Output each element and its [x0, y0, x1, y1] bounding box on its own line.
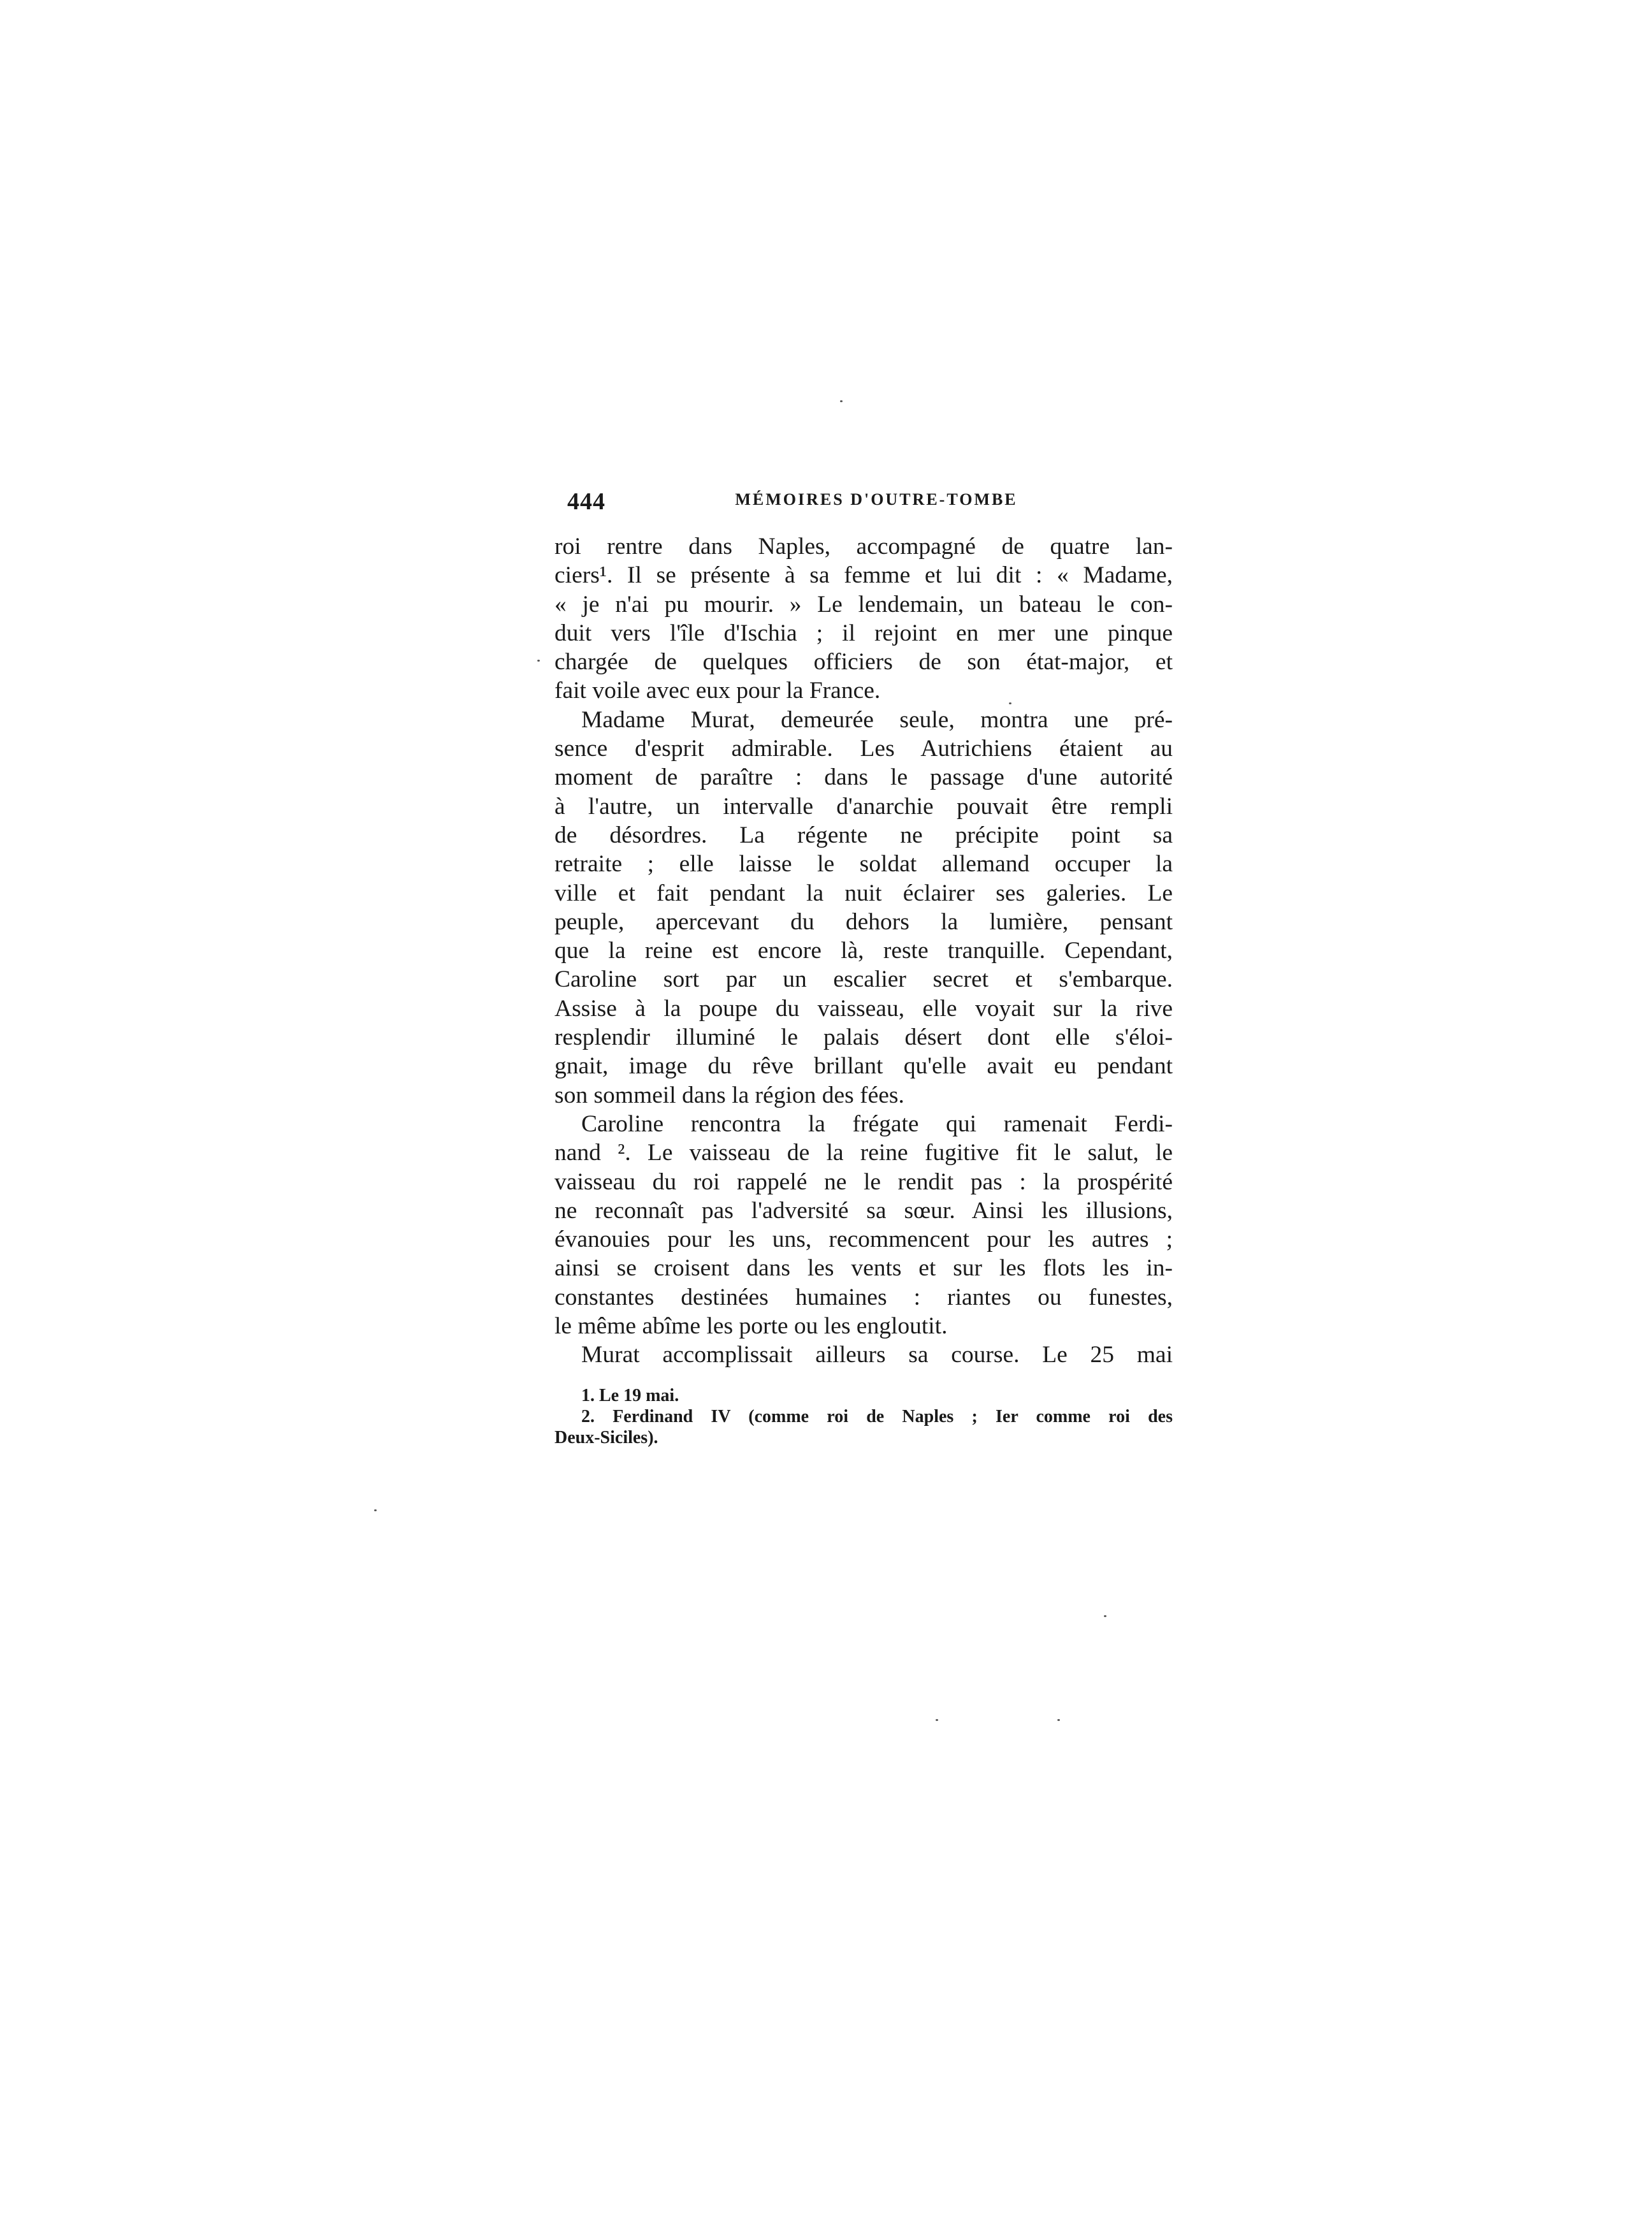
- text-line: Murat accomplissait ailleurs sa course. Le 25 mai: [581, 1342, 1173, 1368]
- text-line: retraite ; elle laisse le soldat allemand occuper la: [554, 851, 1173, 878]
- scan-speck: [1057, 1719, 1060, 1721]
- text-line: son sommeil dans la région des fées.: [554, 1082, 904, 1108]
- text-line: resplendir illuminé le palais désert dont elle s'éloi-: [554, 1024, 1173, 1051]
- text-line: que la reine est encore là, reste tranquille. Cependant,: [554, 938, 1173, 964]
- text-line: Assise à la poupe du vaisseau, elle voyait sur la rive: [554, 995, 1173, 1022]
- text-line: duit vers l'île d'Ischia ; il rejoint en mer une pinque: [554, 620, 1173, 646]
- text-line: moment de paraître : dans le passage d'une autorité: [554, 764, 1173, 791]
- text-line: évanouies pour les uns, recommencent pour les autres ;: [554, 1226, 1173, 1253]
- text-line: « je n'ai pu mourir. » Le lendemain, un bateau le con-: [554, 591, 1173, 618]
- text-line: de désordres. La régente ne précipite point sa: [554, 822, 1173, 848]
- text-line: ne reconnaît pas l'adversité sa sœur. Ainsi les illusions,: [554, 1197, 1173, 1224]
- body-text: [554, 532, 1173, 1370]
- text-line: ainsi se croisent dans les vents et sur les flots les in-: [554, 1255, 1173, 1282]
- text-line: roi rentre dans Naples, accompagné de quatre lan-: [554, 534, 1173, 560]
- text-line: nand ². Le vaisseau de la reine fugitive fit le salut, le: [554, 1140, 1173, 1166]
- footnote-2: 2. Ferdinand IV (comme roi de Naples ; Ier comme roi des: [581, 1406, 1173, 1427]
- scan-speck: [840, 400, 843, 402]
- scan-speck: [374, 1509, 377, 1511]
- scan-speck: [936, 1719, 938, 1721]
- text-line: ciers¹. Il se présente à sa femme et lui dit : « Madame,: [554, 562, 1173, 589]
- text-line: Madame Murat, demeurée seule, montra une pré-: [581, 706, 1173, 733]
- text-line: sence d'esprit admirable. Les Autrichiens étaient au: [554, 736, 1173, 762]
- footnote-1: 1. Le 19 mai.: [581, 1385, 679, 1405]
- text-line: peuple, apercevant du dehors la lumière, pensant: [554, 908, 1173, 935]
- scan-speck: [1104, 1615, 1106, 1617]
- paragraph-4: [554, 1340, 1173, 1369]
- running-title: MÉMOIRES D'OUTRE-TOMBE: [735, 490, 1018, 509]
- text-line: fait voile avec eux pour la France.: [554, 678, 881, 704]
- footnotes: [554, 1385, 1173, 1448]
- text-line: Caroline rencontra la frégate qui ramenait Ferdi-: [581, 1110, 1173, 1137]
- text-line: constantes destinées humaines : riantes ou funestes,: [554, 1284, 1173, 1310]
- scan-speck: [1009, 702, 1011, 704]
- paragraph-3: [554, 1110, 1173, 1340]
- paragraph-1: [554, 532, 1173, 706]
- text-line: chargée de quelques officiers de son état-major, et: [554, 649, 1173, 676]
- scan-speck: [537, 660, 540, 662]
- text-line: Caroline sort par un escalier secret et s'embarque.: [554, 966, 1173, 993]
- text-line: à l'autre, un intervalle d'anarchie pouvait être rempli: [554, 793, 1173, 820]
- text-line: gnait, image du rêve brillant qu'elle avait eu pendant: [554, 1053, 1173, 1080]
- footnote-2-continuation: Deux-Siciles).: [554, 1427, 658, 1448]
- text-line: ville et fait pendant la nuit éclairer ses galeries. Le: [554, 880, 1173, 906]
- text-line: vaisseau du roi rappelé ne le rendit pas : la prospérité: [554, 1168, 1173, 1195]
- page-text-block: [554, 488, 1173, 1448]
- running-head: [554, 488, 1173, 526]
- text-line: le même abîme les porte ou les engloutit.: [554, 1313, 948, 1340]
- page-number: 444: [567, 488, 605, 515]
- paragraph-2: [554, 706, 1173, 1110]
